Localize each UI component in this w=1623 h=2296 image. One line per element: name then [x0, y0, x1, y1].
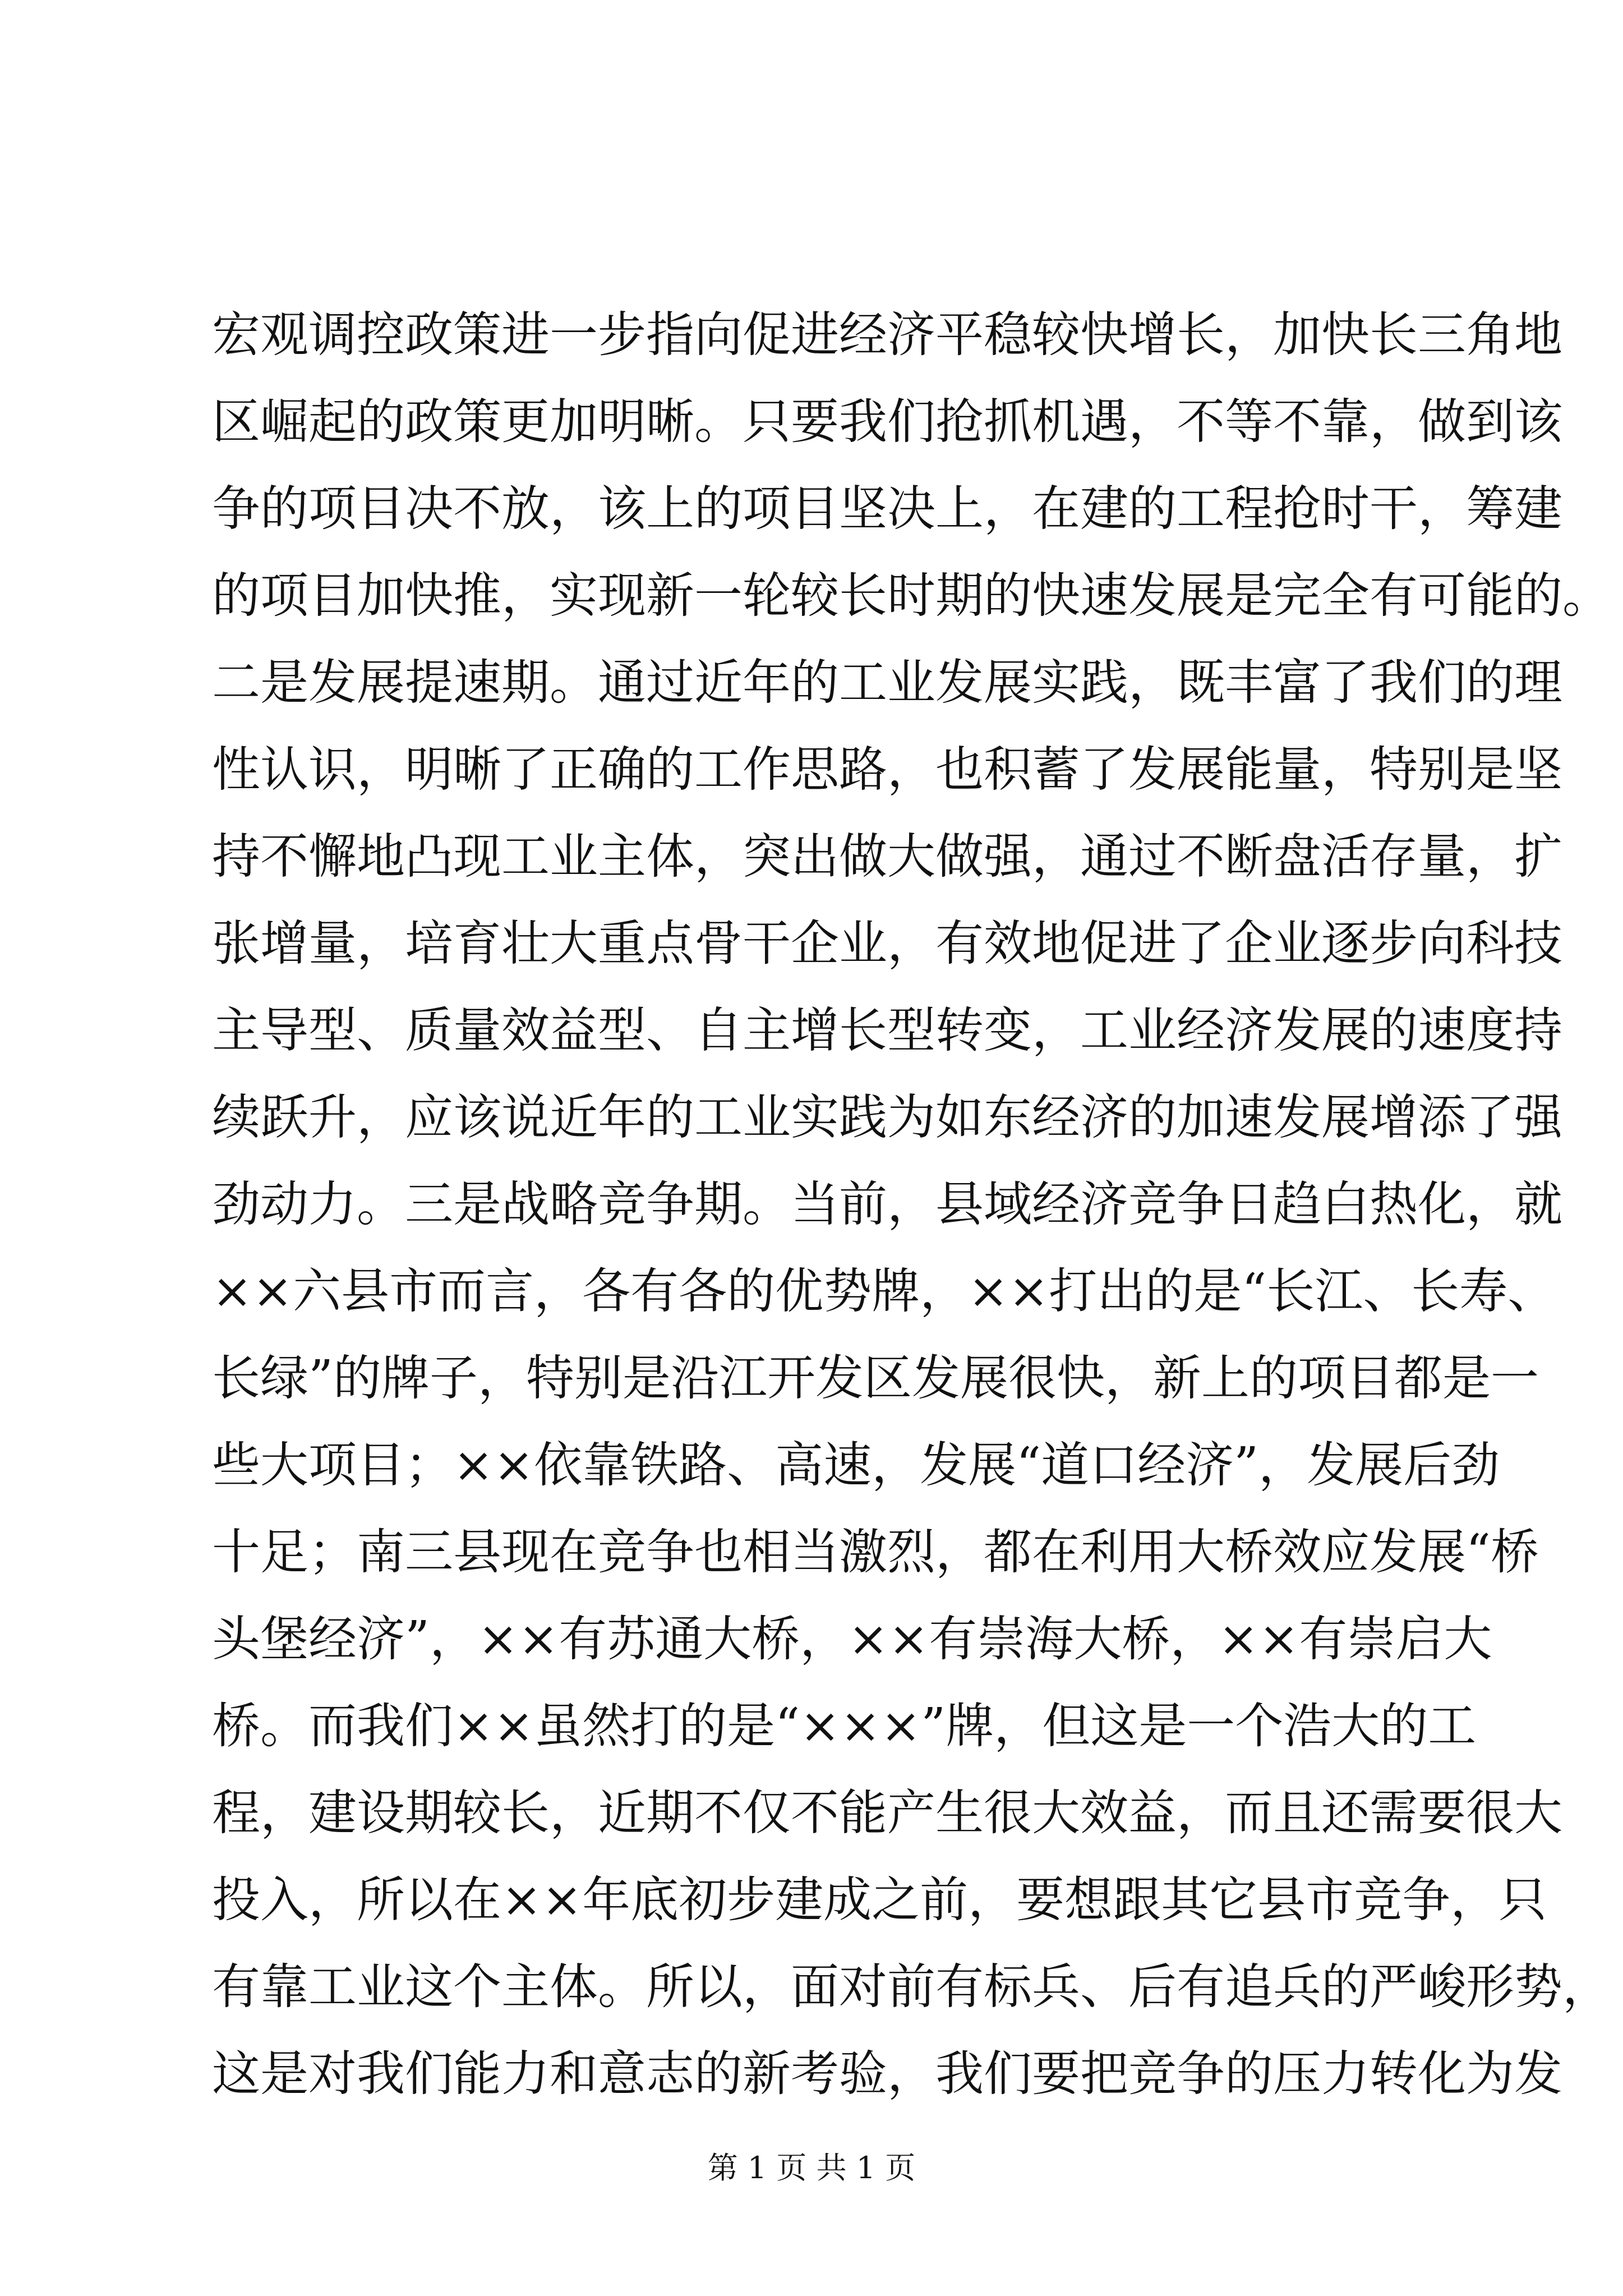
page-footer: 第 1 页 共 1 页 [707, 2150, 916, 2185]
text-line: 持不懈地凸现工业主体，突出做大做强，通过不断盘活存量，扩 [212, 829, 1562, 885]
text-line: 十足；南三县现在竞争也相当激烈，都在利用大桥效应发展“桥 [212, 1524, 1539, 1580]
text-line: 性认识，明晰了正确的工作思路，也积蓄了发展能量，特别是坚 [212, 742, 1562, 798]
text-line: 续跃升，应该说近年的工业实践为如东经济的加速发展增添了强 [212, 1089, 1562, 1145]
text-line: 这是对我们能力和意志的新考验，我们要把竞争的压力转化为发 [212, 2046, 1562, 2102]
text-line: 头堡经济”，××有苏通大桥，××有崇海大桥，××有崇启大 [212, 1611, 1492, 1667]
text-line: 宏观调控政策进一步指向促进经济平稳较快增长，加快长三角地 [212, 307, 1562, 363]
text-line: 争的项目决不放，该上的项目坚决上，在建的工程抢时干，筹建 [212, 481, 1562, 537]
text-line: 的项目加快推，实现新一轮较长时期的快速发展是完全有可能的。 [212, 568, 1611, 624]
text-line: 投入，所以在××年底初步建成之前，要想跟其它县市竞争，只 [212, 1872, 1547, 1928]
text-line: 张增量，培育壮大重点骨干企业，有效地促进了企业逐步向科技 [212, 915, 1562, 972]
text-line: 区崛起的政策更加明晰。只要我们抢抓机遇，不等不靠，做到该 [212, 394, 1562, 450]
text-line: 二是发展提速期。通过近年的工业发展实践，既丰富了我们的理 [212, 655, 1562, 711]
text-line: 些大项目；××依靠铁路、高速，发展“道口经济”，发展后劲 [212, 1437, 1500, 1493]
text-line: 程，建设期较长，近期不仅不能产生很大效益，而且还需要很大 [212, 1785, 1562, 1841]
text-line: 有靠工业这个主体。所以，面对前有标兵、后有追兵的严峻形势， [212, 1959, 1611, 2015]
text-line: 长绿”的牌子，特别是沿江开发区发展很快，新上的项目都是一 [212, 1350, 1539, 1406]
text-line: 桥。而我们××虽然打的是“×××”牌，但这是一个浩大的工 [212, 1698, 1477, 1754]
text-line: 劲动力。三是战略竞争期。当前，县域经济竞争日趋白热化，就 [212, 1176, 1562, 1232]
text-line: 主导型、质量效益型、自主增长型转变，工业经济发展的速度持 [212, 1002, 1562, 1059]
text-line: ××六县市而言，各有各的优势牌，××打出的是“长江、长寿、 [212, 1263, 1556, 1319]
body-text [212, 292, 1611, 2118]
